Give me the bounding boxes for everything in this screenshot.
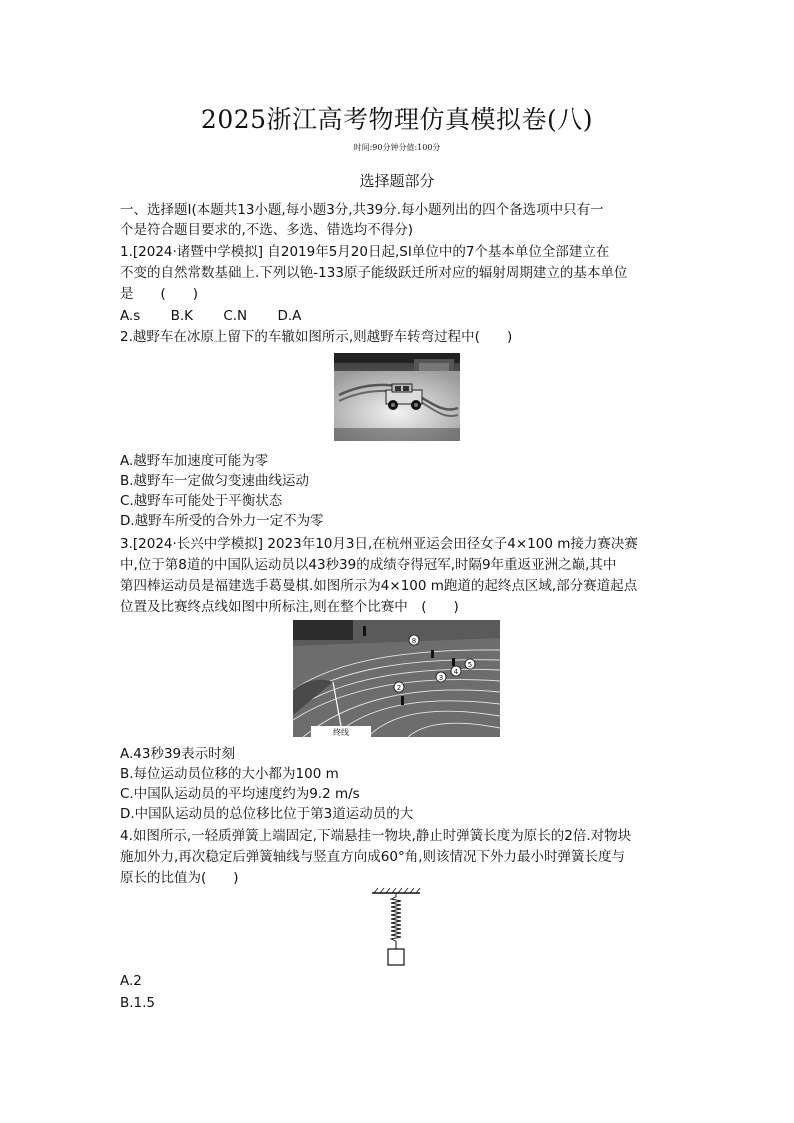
q2-option-a: A.越野车加速度可能为零 xyxy=(120,453,269,469)
q2-option-d: D.越野车所受的合外力一定不为零 xyxy=(120,513,324,529)
exam-meta: 时间:90分钟分值:100分 xyxy=(353,143,441,152)
q2-offroad-photo xyxy=(334,353,460,441)
q1-line-2: 不变的自然常数基础上.下列以铯-133原子能级跃迁所对应的辐射周期建立的基本单位 xyxy=(120,265,628,281)
q3-lane-2-marker: 2 xyxy=(396,684,402,692)
q3-option-b: B.每位运动员位移的大小都为100 m xyxy=(120,766,339,782)
q3-track-photo xyxy=(293,620,500,737)
q2-option-c: C.越野车可能处于平衡状态 xyxy=(120,493,283,509)
q2-option-b: B.越野车一定做匀变速曲线运动 xyxy=(120,473,310,489)
q1-option-d: D.A xyxy=(277,308,302,324)
q4-spring-diagram xyxy=(366,885,426,967)
page-title: 2025浙江高考物理仿真模拟卷(八) xyxy=(200,105,594,134)
q3-line-1: 3.[2024·长兴中学模拟] 2023年10月3日,在杭州亚运会田径女子4×100 m接力赛决赛 xyxy=(120,536,638,552)
q1-option-c: C.N xyxy=(223,308,248,324)
q3-lane-8-marker: 8 xyxy=(411,637,417,645)
q1-options xyxy=(120,306,680,326)
q4-line-1: 4.如图所示,一轻质弹簧上端固定,下端悬挂一物块,静止时弹簧长度为原长的2倍.对物块 xyxy=(120,828,632,844)
q1-option-b: B.K xyxy=(170,308,194,324)
q3-option-a: A.43秒39表示时刻 xyxy=(120,746,236,762)
q4-line-3: 原长的比值为( ) xyxy=(120,870,239,886)
q3-line-2: 中,位于第8道的中国队运动员以43秒39的成绩夺得冠军,时隔9年重返亚洲之巅,其中 xyxy=(120,557,617,573)
q1-line-1: 1.[2024·诸暨中学模拟] 自2019年5月20日起,SI单位中的7个基本单位全部建立在 xyxy=(120,244,610,260)
q3-line-4: 位置及比赛终点线如图中所标注,则在整个比赛中 ( ) xyxy=(120,599,459,615)
q1-option-a: A.s xyxy=(120,308,141,324)
section-heading: 选择题部分 xyxy=(359,172,435,190)
q4-line-2: 施加外力,再次稳定后弹簧轴线与竖直方向成60°角,则该情况下外力最小时弹簧长度与 xyxy=(120,849,626,865)
q4-option-a: A.2 xyxy=(120,973,142,989)
q3-option-d: D.中国队运动员的总位移比位于第3道运动员的大 xyxy=(120,806,414,822)
instructions-line-2: 个是符合题目要求的,不选、多选、错选均不得分) xyxy=(120,222,414,238)
q3-lane-5-marker: 5 xyxy=(467,661,473,669)
q2-stem: 2.越野车在冰原上留下的车辙如图所示,则越野车转弯过程中( ) xyxy=(120,329,513,345)
instructions-line-1: 一、选择题Ⅰ(本题共13小题,每小题3分,共39分.每小题列出的四个备选项中只有一 xyxy=(120,202,604,218)
q3-finish-line-label: 终线 xyxy=(333,728,349,737)
q1-line-3: 是 ( ) xyxy=(120,286,199,302)
q4-option-b: B.1.5 xyxy=(120,995,156,1011)
q3-lane-4-marker: 4 xyxy=(453,668,459,676)
q3-lane-3-marker: 3 xyxy=(438,674,444,682)
q3-option-c: C.中国队运动员的平均速度约为9.2 m/s xyxy=(120,786,360,802)
q3-line-3: 第四棒运动员是福建选手葛曼棋.如图所示为4×100 m跑道的起终点区域,部分赛道起点 xyxy=(120,578,638,594)
